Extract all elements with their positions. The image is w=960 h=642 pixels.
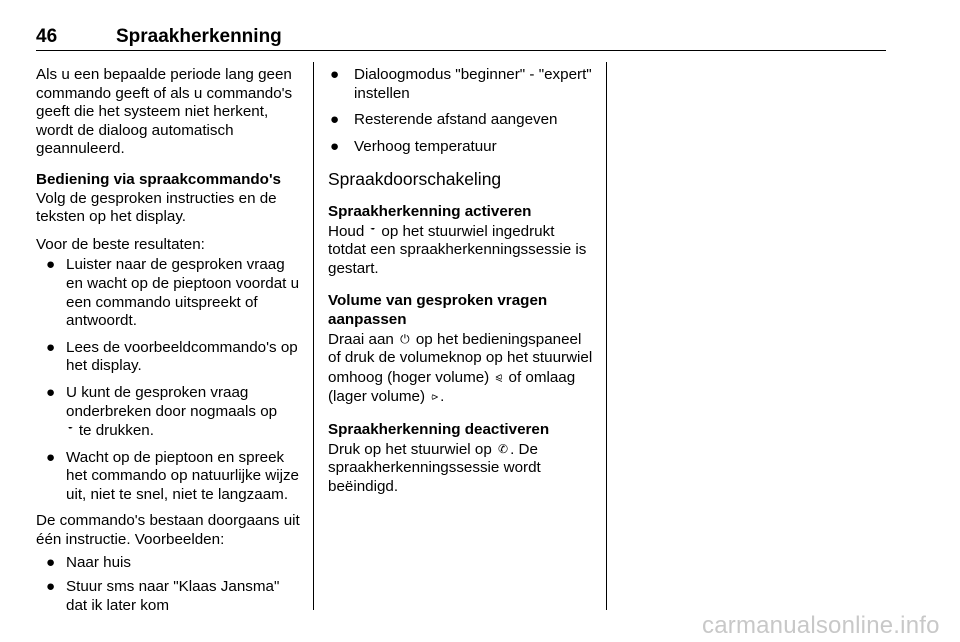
bullet-icon: ● <box>330 111 340 129</box>
section-heading: Spraakdoorschakeling <box>328 169 502 190</box>
voice-control-icon: 𝄻 <box>370 223 376 238</box>
bullet-icon: ● <box>46 553 56 571</box>
page-header <box>36 24 886 50</box>
phone-end-icon: ✆ <box>498 441 509 456</box>
list-item: ● Wacht op de pieptoon en spreek het commando op natuurlijke wijze uit, niet te snel, niet te langzaam. <box>46 448 299 503</box>
list-item: ● Lees de voorbeeldcommando's op het display. <box>46 338 298 375</box>
column-divider <box>606 62 607 610</box>
examples-list-continued <box>328 66 596 156</box>
bullet-icon: ● <box>46 338 56 356</box>
list-item: ● U kunt de gesproken vraag onderbreken door nogmaals op 𝄻 te drukken. <box>46 383 278 440</box>
voice-control-icon: 𝄻 <box>68 423 73 438</box>
column-middle <box>328 66 596 505</box>
list-item: ● Verhoog temperatuur <box>330 137 497 155</box>
beste-resultaten-text: Voor de beste resultaten: <box>36 235 205 253</box>
activate-heading: Spraakherkenning activeren <box>328 202 532 220</box>
volume-heading: Volume van gesproken vragen aanpassen <box>328 292 548 328</box>
intro-paragraph: Als u een bepaalde periode lang geen commando geeft of als u commando's geeft die het systeem niet herkent, wordt de dialoog automatisch geannuleerd. <box>36 66 293 158</box>
volume-down-icon: ⪧ <box>431 389 439 404</box>
column-left <box>36 66 300 621</box>
tips-list <box>36 256 300 504</box>
examples-list <box>36 554 300 616</box>
page-number: 46 <box>36 26 58 47</box>
bediening-text: Volg de gesproken instructies en de teksten op het display. <box>36 189 277 226</box>
bediening-heading: Bediening via spraakcommando's <box>36 170 282 188</box>
list-item: ● Stuur sms naar "Klaas Jansma" dat ik later kom <box>46 578 280 614</box>
commands-intro: De commando's bestaan doorgaans uit één instructie. Voorbeelden: <box>36 512 300 549</box>
watermark: carmanualsonline.info <box>702 612 940 639</box>
bullet-icon: ● <box>46 578 56 596</box>
bullet-icon: ● <box>46 383 56 401</box>
list-item: ● Resterende afstand aangeven <box>330 111 558 129</box>
list-item: ● Naar huis <box>46 553 131 571</box>
bullet-icon: ● <box>46 256 56 274</box>
deactivate-text: Druk op het stuurwiel op ✆ . De spraakherkenningssessie wordt beëindigd. <box>328 440 541 495</box>
list-item: ● Luister naar de gesproken vraag en wacht op de pieptoon voordat u een commando uitspreekt of antwoordt. <box>46 256 300 330</box>
activate-text: Houd 𝄻 op het stuurwiel ingedrukt totdat een spraakherkenningssessie is gestart. <box>328 222 587 277</box>
bullet-icon: ● <box>330 137 340 155</box>
bullet-icon: ● <box>330 66 340 83</box>
volume-text: Draai aan ⏻ op het bedieningspaneel of druk de volumeknop op het stuurwiel omhoog (hoger volume) ⪨ of omlaag (lager volume) ⪧ . <box>328 330 593 406</box>
header-rule <box>36 50 886 51</box>
power-knob-icon: ⏻ <box>400 331 410 346</box>
volume-up-icon: ⪨ <box>495 369 503 384</box>
list-item: ● Dialoogmodus "beginner" - "expert" instellen <box>330 66 592 102</box>
column-divider <box>313 62 314 610</box>
deactivate-heading: Spraakherkenning deactiveren <box>328 420 550 438</box>
bullet-icon: ● <box>46 448 56 466</box>
page-title: Spraakherkenning <box>116 26 282 47</box>
